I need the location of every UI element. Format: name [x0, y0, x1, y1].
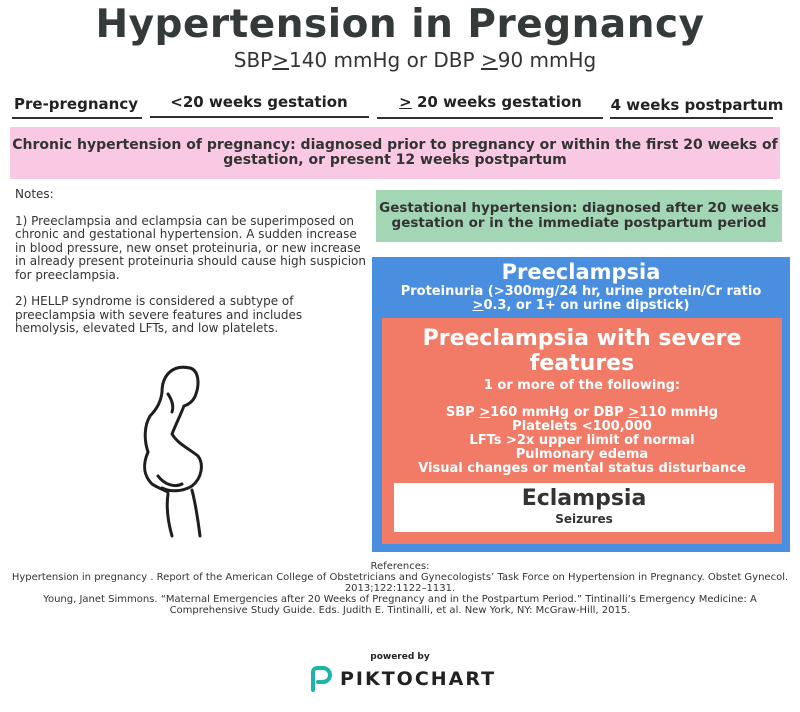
timeline-ge-symbol: >: [399, 93, 412, 111]
severe-criterion-platelets: Platelets <100,000: [512, 419, 652, 434]
subtitle-ge-symbol-2: >: [480, 48, 498, 72]
severe-features-subtitle: 1 or more of the following:: [483, 378, 681, 393]
note-1: 1) Preeclampsia and eclampsia can be superimposed on chronic and gestational hypertension. A sudden increase in blood pressure, new onset proteinuria, or new increase in already present proteinuria should cause high suspicion for preeclampsia.: [15, 213, 366, 282]
subtitle-sbp: SBP: [233, 48, 273, 72]
bp-ge-symbol: >: [479, 405, 491, 420]
severe-criterion-visual: Visual changes or mental status disturbance: [418, 461, 746, 476]
notes-heading: Notes:: [15, 187, 54, 201]
timeline-postpartum: 4 weeks postpartum: [610, 96, 784, 114]
eclampsia-title: Eclampsia: [521, 486, 647, 511]
piktochart-logo-text: PIKTOCHART: [340, 668, 497, 690]
severe-features-box: [382, 318, 782, 544]
preeclampsia-ge-symbol: >: [472, 298, 484, 313]
timeline-divider: [610, 117, 773, 119]
preeclampsia-criteria-b: 0.3, or 1+ on urine dipstick): [483, 298, 690, 313]
bp-text-a: SBP: [445, 405, 480, 420]
subtitle-ge-symbol: >: [272, 48, 289, 72]
severe-features-list: [382, 406, 782, 476]
notes-section: [15, 188, 370, 349]
gestational-hypertension-box: [376, 190, 782, 242]
chronic-hypertension-box: [10, 127, 780, 179]
preeclampsia-box: [372, 257, 790, 552]
severe-criterion-edema: Pulmonary edema: [515, 447, 649, 462]
timeline-lt20-weeks: <20 weeks gestation: [170, 93, 348, 111]
severe-criterion-bp: [382, 406, 782, 420]
reference-2: Young, Janet Simmons. “Maternal Emergencies after 20 Weeks of Pregnancy and in the Postpartum Period.” Tintinalli’s Emergency Medicine: A Comprehensive Study Guide. Eds. Judith E. Tintinalli, et al. New York, NY: McGraw-Hill, 2015.: [43, 594, 757, 616]
page-subtitle: [0, 48, 800, 72]
timeline-divider: [377, 117, 603, 119]
references-heading: References:: [370, 561, 430, 572]
bp-text-b: 160 mmHg or DBP: [490, 405, 629, 420]
preeclampsia-criteria: [392, 285, 770, 313]
chronic-hypertension-text: Chronic hypertension of pregnancy: diagnosed prior to pregnancy or within the first 20 weeks of gestation, or present 12 weeks postpartum: [12, 137, 778, 168]
timeline-divider: [12, 117, 142, 119]
bp-ge-symbol-2: >: [628, 405, 640, 420]
severe-criterion-lfts: LFTs >2x upper limit of normal: [469, 433, 695, 448]
piktochart-logo[interactable]: [308, 666, 497, 692]
preeclampsia-title: Preeclampsia: [501, 260, 661, 284]
subtitle-end: 90 mmHg: [497, 48, 597, 72]
preeclampsia-criteria-a: Proteinuria (>300mg/24 hr, urine protein/Cr ratio: [400, 284, 762, 299]
timeline-divider: [150, 116, 369, 118]
severe-features-title: Preeclampsia with severe features: [422, 326, 742, 376]
references-section: [10, 561, 790, 616]
eclampsia-subtitle: Seizures: [555, 512, 613, 526]
bp-text-c: 110 mmHg: [639, 405, 719, 420]
subtitle-mid: 140 mmHg or DBP: [289, 48, 481, 72]
gestational-hypertension-text: Gestational hypertension: diagnosed after 20 weeks gestation or in the immediate postpartum period: [379, 200, 779, 231]
timeline-ge20-weeks: [377, 93, 604, 111]
piktochart-logo-icon: [308, 666, 334, 692]
page-title: Hypertension in Pregnancy: [95, 2, 705, 47]
eclampsia-box: [394, 483, 774, 532]
powered-by-label: powered by: [370, 652, 430, 662]
pregnant-woman-illustration: [128, 360, 228, 540]
note-2: 2) HELLP syndrome is considered a subtype of preeclampsia with severe features and includes hemolysis, elevated LFTs, and low platelets.: [15, 294, 303, 335]
timeline-pre-pregnancy: Pre-pregnancy: [14, 95, 138, 113]
timeline-ge20-label: 20 weeks gestation: [411, 93, 582, 111]
reference-1: Hypertension in pregnancy . Report of the American College of Obstetricians and Gynecologists’ Task Force on Hypertension in Pregnancy. Obstet Gynecol. 2013;122:1122–1131.: [11, 572, 789, 594]
